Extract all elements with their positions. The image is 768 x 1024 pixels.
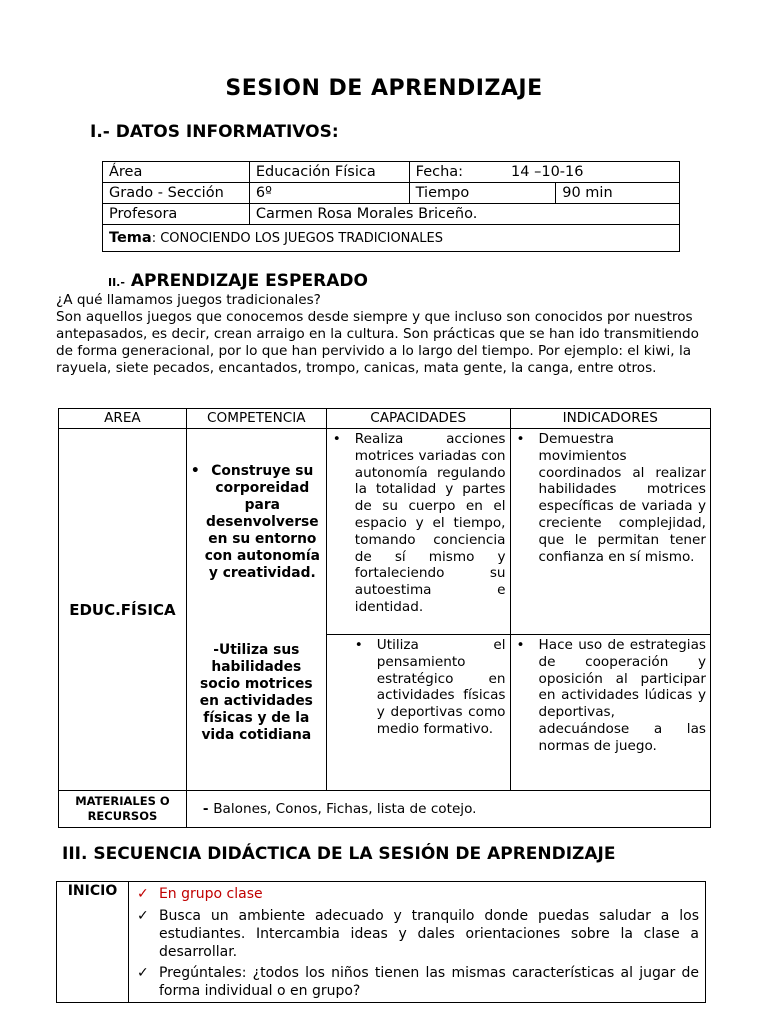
- header-indicadores: INDICADORES: [510, 409, 710, 429]
- inicio-item-1: En grupo clase: [158, 886, 263, 902]
- capacidad-2: Utiliza el pensamiento estratégico en actividades físicas y deportivas como medio formativo.: [376, 637, 506, 737]
- competencia-2: -Utiliza sus habilidades socio motrices en actividades físicas y de la vida cotidiana: [199, 642, 313, 743]
- grado-label: Grado - Sección: [103, 183, 250, 204]
- inicio-item-2: Busca un ambiente adecuado y tranquilo donde puedas saludar a los estudiantes. Intercambia ideas y dales orientaciones sobre la clase a desarrollar.: [158, 908, 699, 960]
- area-label: Área: [103, 162, 250, 183]
- datos-table: [102, 161, 680, 252]
- inicio-item-3: Pregúntales: ¿todos los niños tienen las mismas características al jugar de forma individual o en grupo?: [158, 965, 699, 999]
- profesora-label: Profesora: [103, 204, 250, 225]
- secuencia-table: [56, 881, 706, 1003]
- profesora-value: Carmen Rosa Morales Briceño.: [249, 204, 679, 225]
- tema-label: Tema: [109, 229, 152, 246]
- page-title: SESION DE APRENDIZAJE: [225, 76, 543, 101]
- header-area: AREA: [59, 409, 187, 429]
- check-icon: ✓: [136, 886, 149, 902]
- capacidad-1-cell: [326, 429, 510, 635]
- indicador-1-cell: [510, 429, 710, 635]
- inicio-content: [128, 882, 705, 1003]
- intro-question: ¿A qué llamamos juegos tradicionales?: [56, 292, 321, 308]
- check-icon: ✓: [136, 965, 149, 981]
- capacidad-1: Realiza acciones motrices variadas con autonomía regulando la totalidad y partes de su cuerpo en el espacio y el tiempo, tomando conciencia de sí mismo y fortaleciendo su autoestima e identidad.: [354, 431, 506, 615]
- competencia-1: Construye su corporeidad para desenvolverse en su entorno con autonomía y creatividad.: [204, 463, 320, 581]
- section-aprendizaje-heading: II.- APRENDIZAJE ESPERADO: [108, 271, 368, 291]
- capacidad-2-cell: [326, 635, 510, 791]
- check-icon: ✓: [136, 908, 149, 924]
- tema-value: : CONOCIENDO LOS JUEGOS TRADICIONALES: [151, 230, 444, 246]
- materiales-label: MATERIALES O RECURSOS: [59, 791, 187, 828]
- area-cell: EDUC.FÍSICA: [59, 429, 187, 791]
- fecha-cell: [409, 162, 679, 183]
- inicio-label: INICIO: [57, 882, 129, 1003]
- grado-value: 6º: [249, 183, 409, 204]
- indicador-2-cell: [510, 635, 710, 791]
- bullet-icon: •: [516, 431, 525, 447]
- fecha-label: Fecha:: [415, 164, 464, 180]
- header-competencia: COMPETENCIA: [186, 409, 326, 429]
- section-datos-heading: I.- DATOS INFORMATIVOS:: [90, 122, 339, 142]
- area-value: Educación Física: [249, 162, 409, 183]
- header-capacidades: CAPACIDADES: [326, 409, 510, 429]
- tema-cell: [103, 225, 680, 252]
- materiales-cell: - Balones, Conos, Fichas, lista de cotejo.: [186, 791, 710, 828]
- section-secuencia-heading: III. SECUENCIA DIDÁCTICA DE LA SESIÓN DE APRENDIZAJE: [62, 844, 616, 864]
- aprendizaje-table: [58, 408, 711, 828]
- bullet-icon: •: [332, 431, 341, 447]
- intro-text: Son aquellos juegos que conocemos desde siempre y que incluso son conocidos por nuestros antepasados, es decir, crean arraigo en la cultura. Son prácticas que se han ido transmitiendo de forma generacional, por lo que han pervivido a lo largo del tiempo. Por ejemplo: el kiwi, la rayuela, siete pecados, encantados, trompo, canicas, mata gente, la canga, entre otros.: [56, 309, 699, 376]
- intro-block: [56, 292, 706, 377]
- bullet-icon: •: [354, 637, 363, 653]
- materiales-value: Balones, Conos, Fichas, lista de cotejo.: [213, 801, 477, 817]
- tiempo-label: Tiempo: [409, 183, 556, 204]
- indicador-2: Hace uso de estrategias de cooperación y oposición al participar en actividades lúdicas y deportivas, adecuándose a las normas de juego.: [538, 637, 706, 754]
- tiempo-value: 90 min: [556, 183, 680, 204]
- bullet-icon: •: [516, 637, 525, 653]
- competencia-cell: • Construye su corporeidad para desenvolverse en su entorno con autonomía y creatividad. -Utiliza sus habilidades socio motrices en actividades físicas y de la vida cotidiana: [186, 429, 326, 791]
- fecha-value: 14 –10-16: [511, 164, 584, 180]
- indicador-1: Demuestra movimientos coordinados al realizar habilidades motrices específicas de variada y creciente complejidad, que le permitan tener confianza en sí mismo.: [538, 431, 706, 565]
